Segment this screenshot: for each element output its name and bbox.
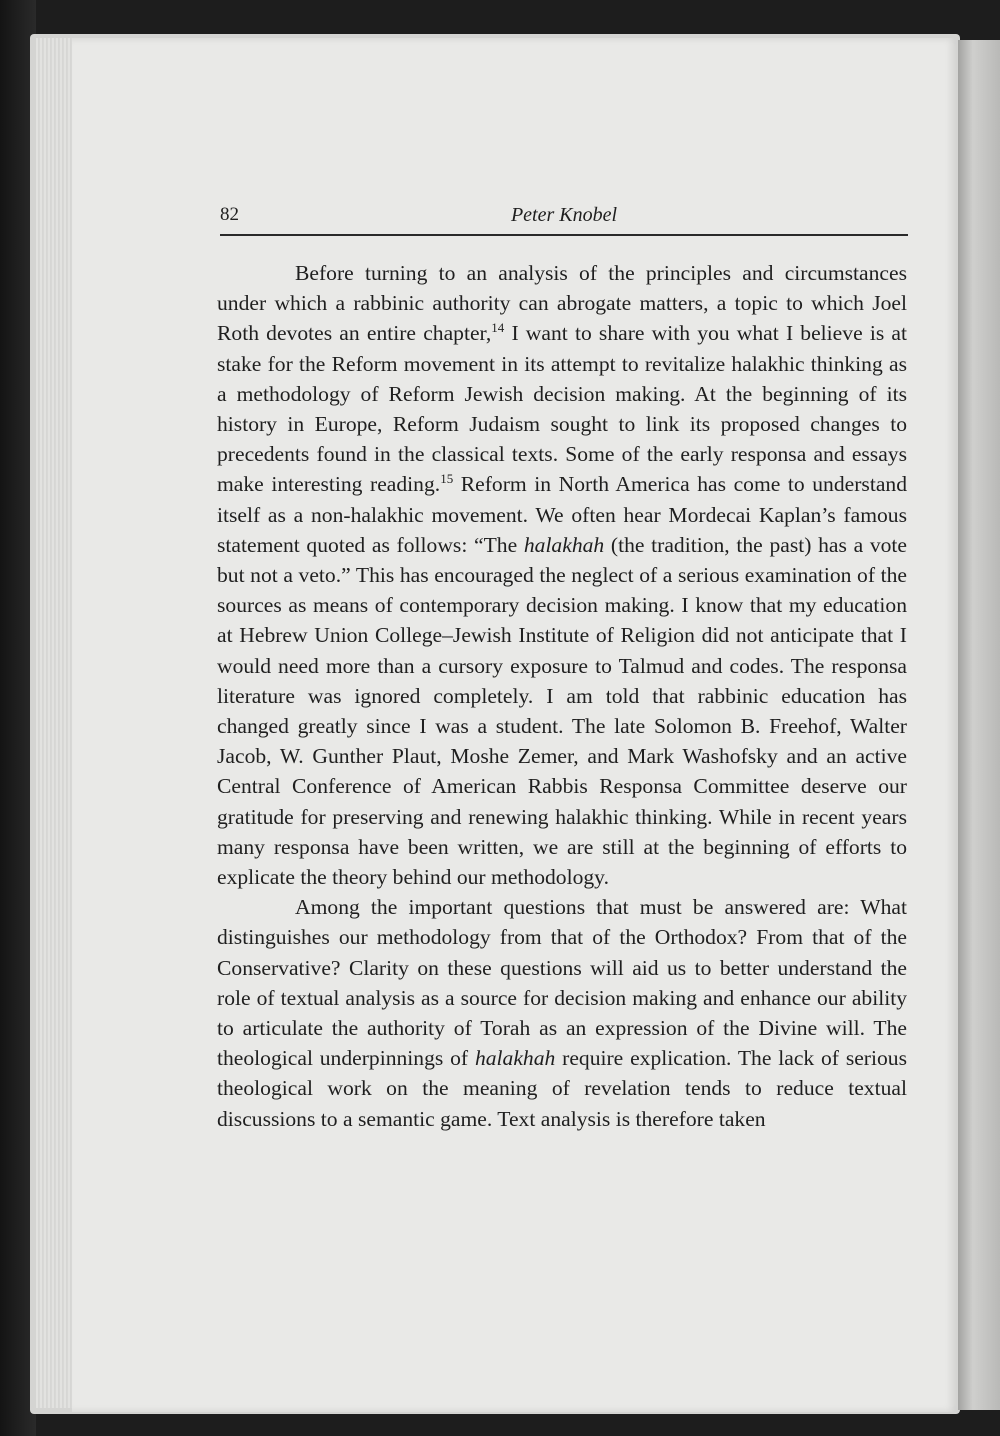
text-run: require explication. The lack of serious theological work on the meaning of revelation tends to reduce textual discussions to a semantic game. Text analysis is therefore taken: [217, 1046, 907, 1131]
footnote-ref: 15: [440, 471, 454, 487]
text-run: Before turning to an analysis of the principles and circumstances under which a rabbinic authority can abrogate matters, a topic to which Joel Roth devotes an entire chapter,: [217, 261, 907, 346]
text-run: Reform in North America has come to understand itself as a non-halakhic movement. We often hear Mordecai Kaplan’s famous statement quoted as follows: “The: [217, 472, 908, 557]
text-run: (the tradition, the past) has a vote but not a veto.” This has encouraged the neglect of a serious examination of the sources as means of contemporary decision making. I know that my education at Hebrew Union College–Jewish Institute of Religion did not anticipate that I would need more than a cursory exposure to Talmud and codes. The responsa literature was ignored completely. I am told that rabbinic education has changed greatly since I was a student. The late Solomon B. Freehof, Walter Jacob, W. Gunther Plaut, Moshe Zemer, and Mark Washofsky and an active Central Conference of American Rabbis Responsa Committee deserve our gratitude for preserving and renewing halakhic thinking. While in recent years many responsa have been written, we are still at the beginning of efforts to explicate the theory behind our methodology.: [217, 532, 908, 890]
body-text: [217, 258, 907, 1134]
italic-term: halakhah: [474, 1046, 556, 1071]
book-gutter: [955, 40, 1000, 1410]
paragraph: [217, 892, 907, 1134]
text-run: Among the important questions that must be answered are: What distinguishes our methodology from that of the Orthodox? From that of the Conservative? Clarity on these questions will aid us to better understand the role of textual analysis as a source for decision making and enhance our ability to articulate the authority of Torah as an expression of the Divine will. The theological underpinnings of: [217, 895, 907, 1071]
footnote-ref: 14: [491, 320, 505, 336]
page-stack-edge: [36, 38, 76, 1408]
page-number: 82: [220, 204, 239, 225]
paragraph: [217, 258, 907, 892]
running-head: Peter Knobel: [510, 204, 618, 226]
text-run: I want to share with you what I believe is at stake for the Reform movement in its attempt to revitalize halakhic thinking as a methodology of Reform Jewish decision making. At the beginning of its history in Europe, Reform Judaism sought to link its proposed changes to precedents found in the classical texts. Some of the early responsa and essays make interesting reading.: [217, 321, 907, 497]
page-header: [220, 200, 908, 236]
italic-term: halakhah: [523, 532, 605, 557]
